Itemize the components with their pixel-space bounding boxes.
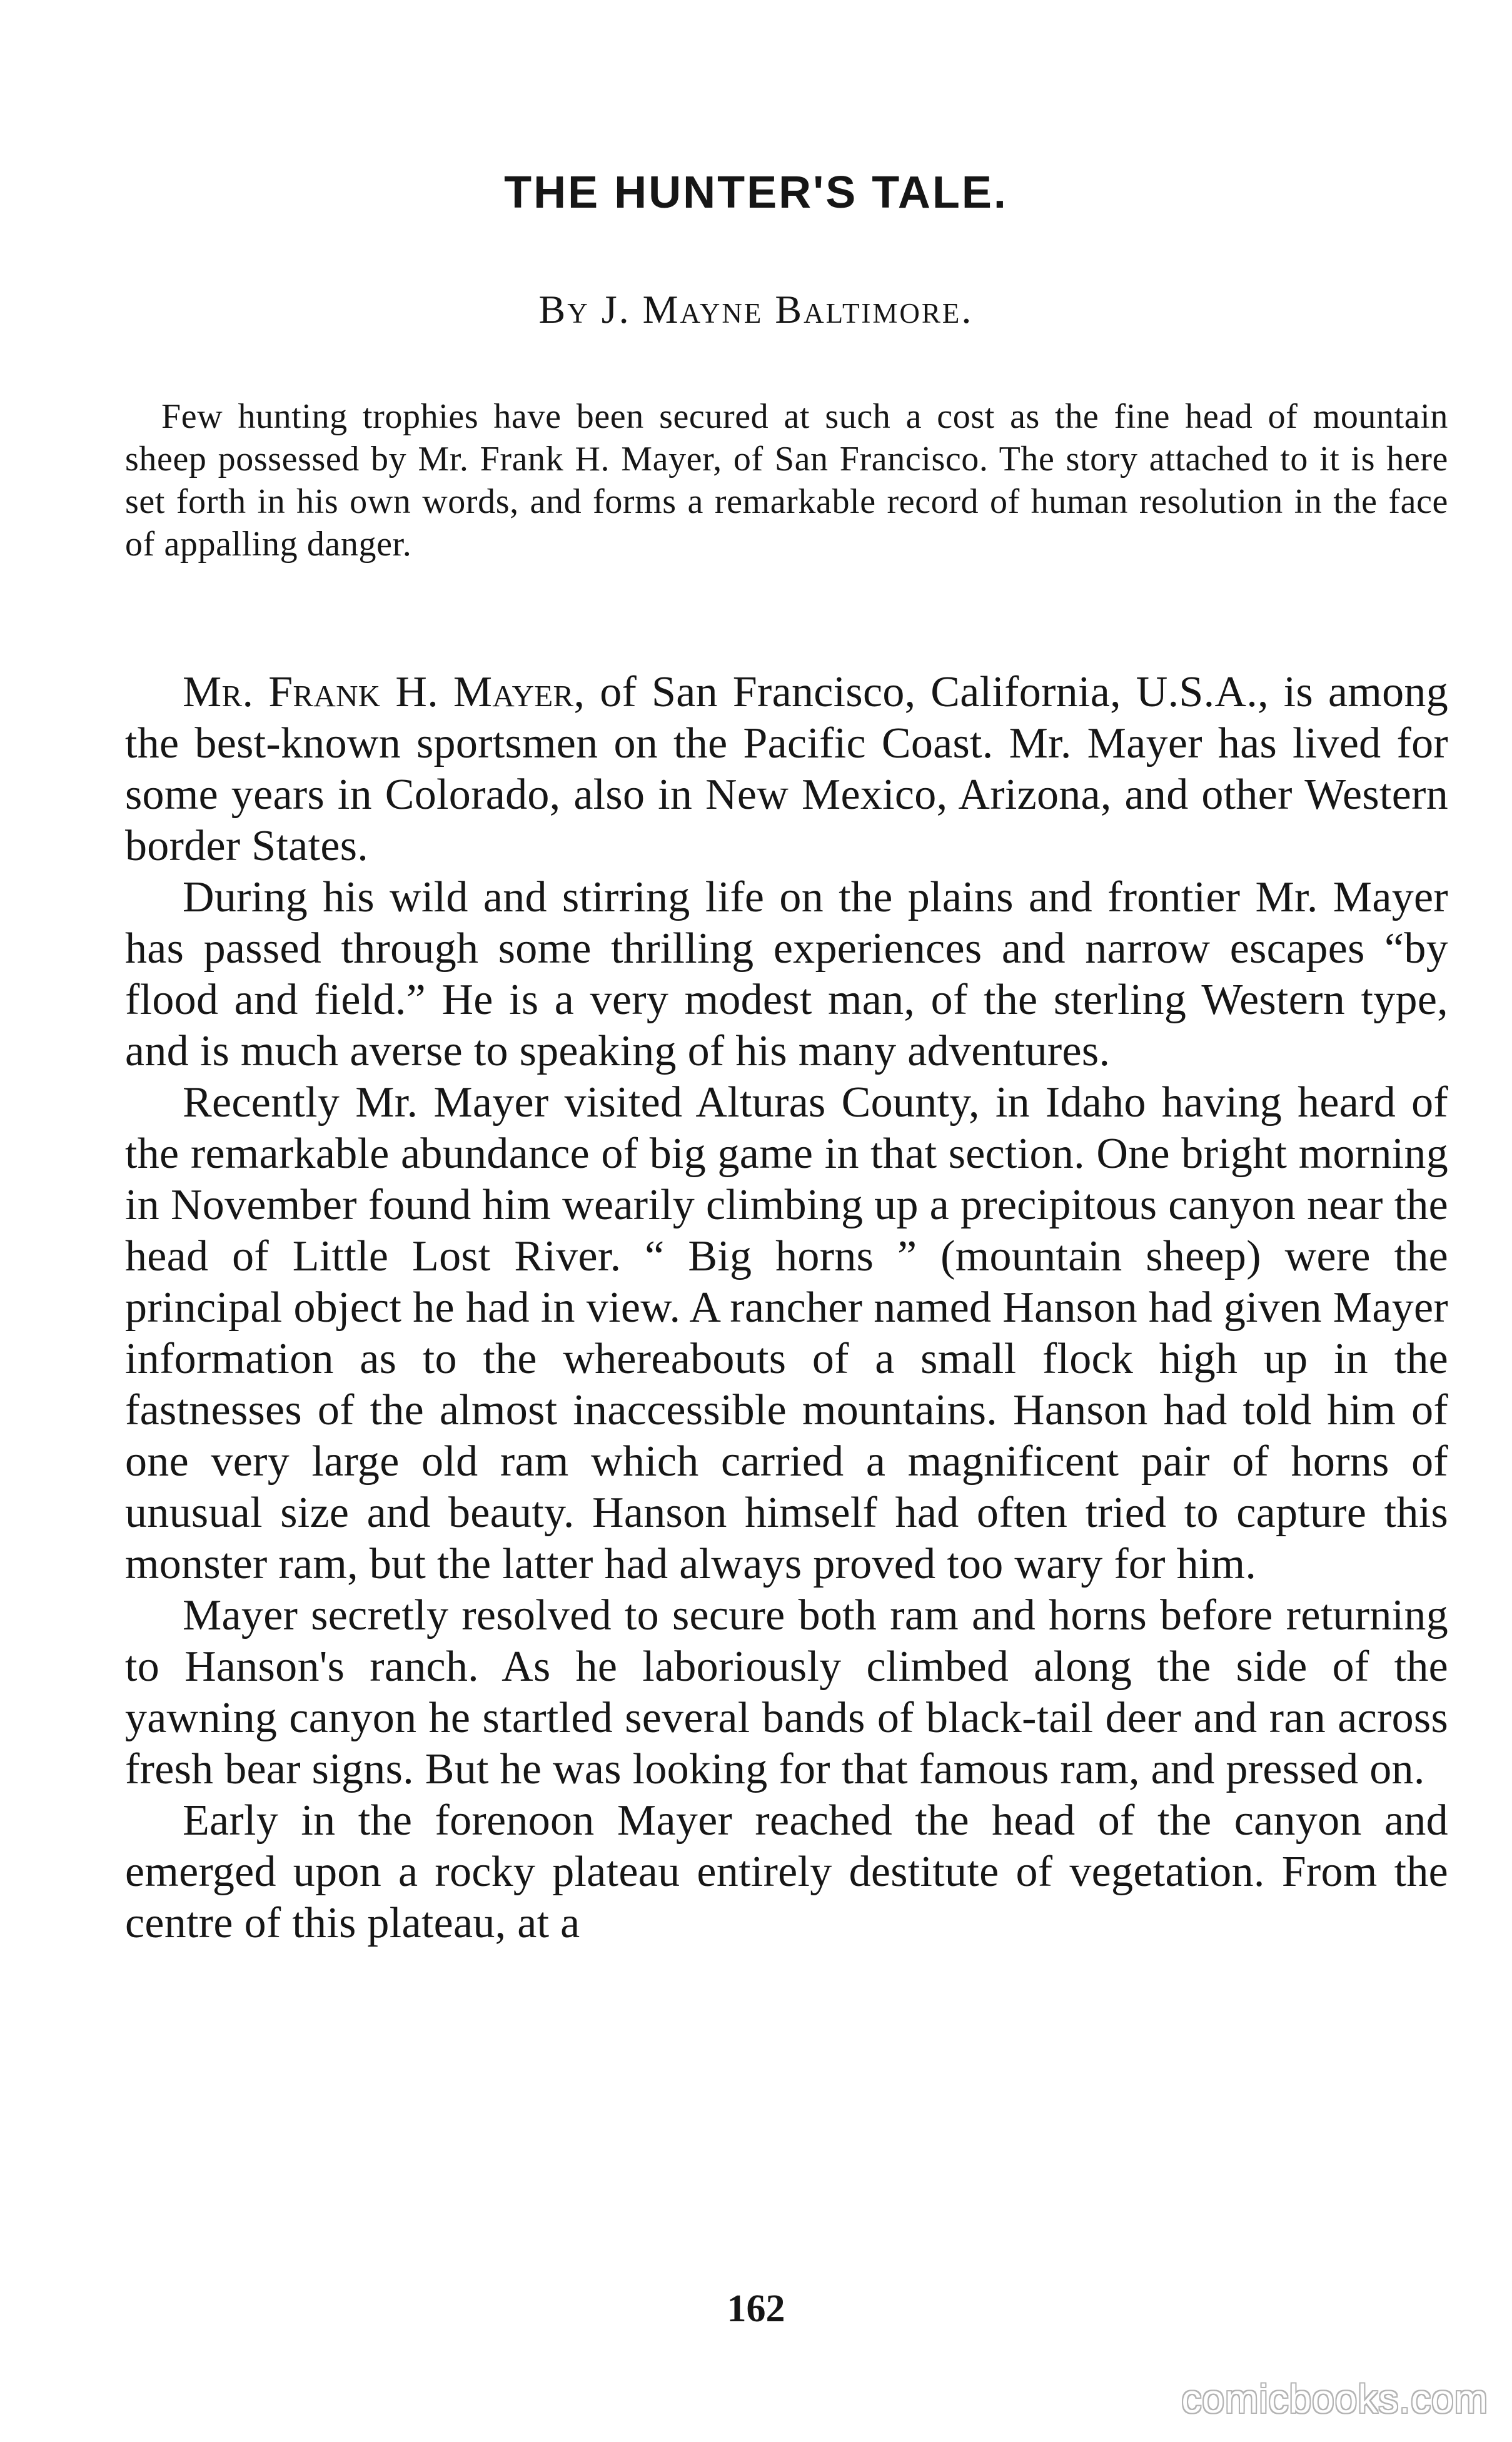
article-title: THE HUNTER'S TALE. xyxy=(504,168,1008,218)
body-paragraph-1-text: of San Francisco, California, U.S.A., is among the best-known sportsmen on the Pacific Coast. Mr. Mayer has lived for some years in Colorado, also in New Mexico, Arizona, and other Western border States. xyxy=(125,668,1448,870)
site-watermark: comicbooks.com xyxy=(1181,2376,1488,2421)
body-paragraph-4: Mayer secretly resolved to secure both ram and horns before returning to Hanson's ranch. As he laboriously climbed along the side of the yawning canyon he startled several bands of black-tail deer and ran across fresh bear signs. But he was looking for that famous ram, and pressed on. xyxy=(125,1591,1448,1793)
body-paragraph-3: Recently Mr. Mayer visited Alturas County, in Idaho having heard of the remarkable abundance of big game in that section. One bright morning in November found him wearily climbing up a precipitous canyon near the head of Little Lost River. “ Big horns ” (mountain sheep) were the principal object he had in view. A rancher named Hanson had given Mayer information as to the whereabouts of a small flock high up in the fastnesses of the almost inaccessible mountains. Hanson had told him of one very large old ram which carried a magnificent pair of horns of unusual size and beauty. Hanson himself had often tried to capture this monster ram, but the latter had always proved too wary for him. xyxy=(125,1078,1448,1588)
page-number: 162 xyxy=(727,2287,785,2330)
intro-paragraph: Few hunting trophies have been secured at such a cost as the fine head of mountain sheep possessed by Mr. Frank H. Mayer, of San Francisco. The story attached to it is here set forth in his own words, and forms a remarkable record of human resolution in the face of appalling danger. xyxy=(125,397,1448,564)
byline-prefix: By xyxy=(538,287,590,332)
intro-summary xyxy=(125,395,1448,565)
byline xyxy=(0,288,1512,332)
body-paragraph-1 xyxy=(125,667,1448,872)
body-paragraph-5: Early in the forenoon Mayer reached the head of the canyon and emerged upon a rocky plateau entirely destitute of vegetation. From the centre of this plateau, at a xyxy=(125,1796,1448,1947)
byline-author: J. Mayne Baltimore. xyxy=(601,287,974,332)
body-paragraph-2: During his wild and stirring life on the plains and frontier Mr. Mayer has passed through some thrilling experiences and narrow escapes “by flood and field.” He is a very modest man, of the sterling Western type, and is much averse to speaking of his many adventures. xyxy=(125,873,1448,1075)
paragraph-lead-in: Mr. Frank H. Mayer, xyxy=(183,668,585,716)
article-body xyxy=(125,667,1448,1949)
